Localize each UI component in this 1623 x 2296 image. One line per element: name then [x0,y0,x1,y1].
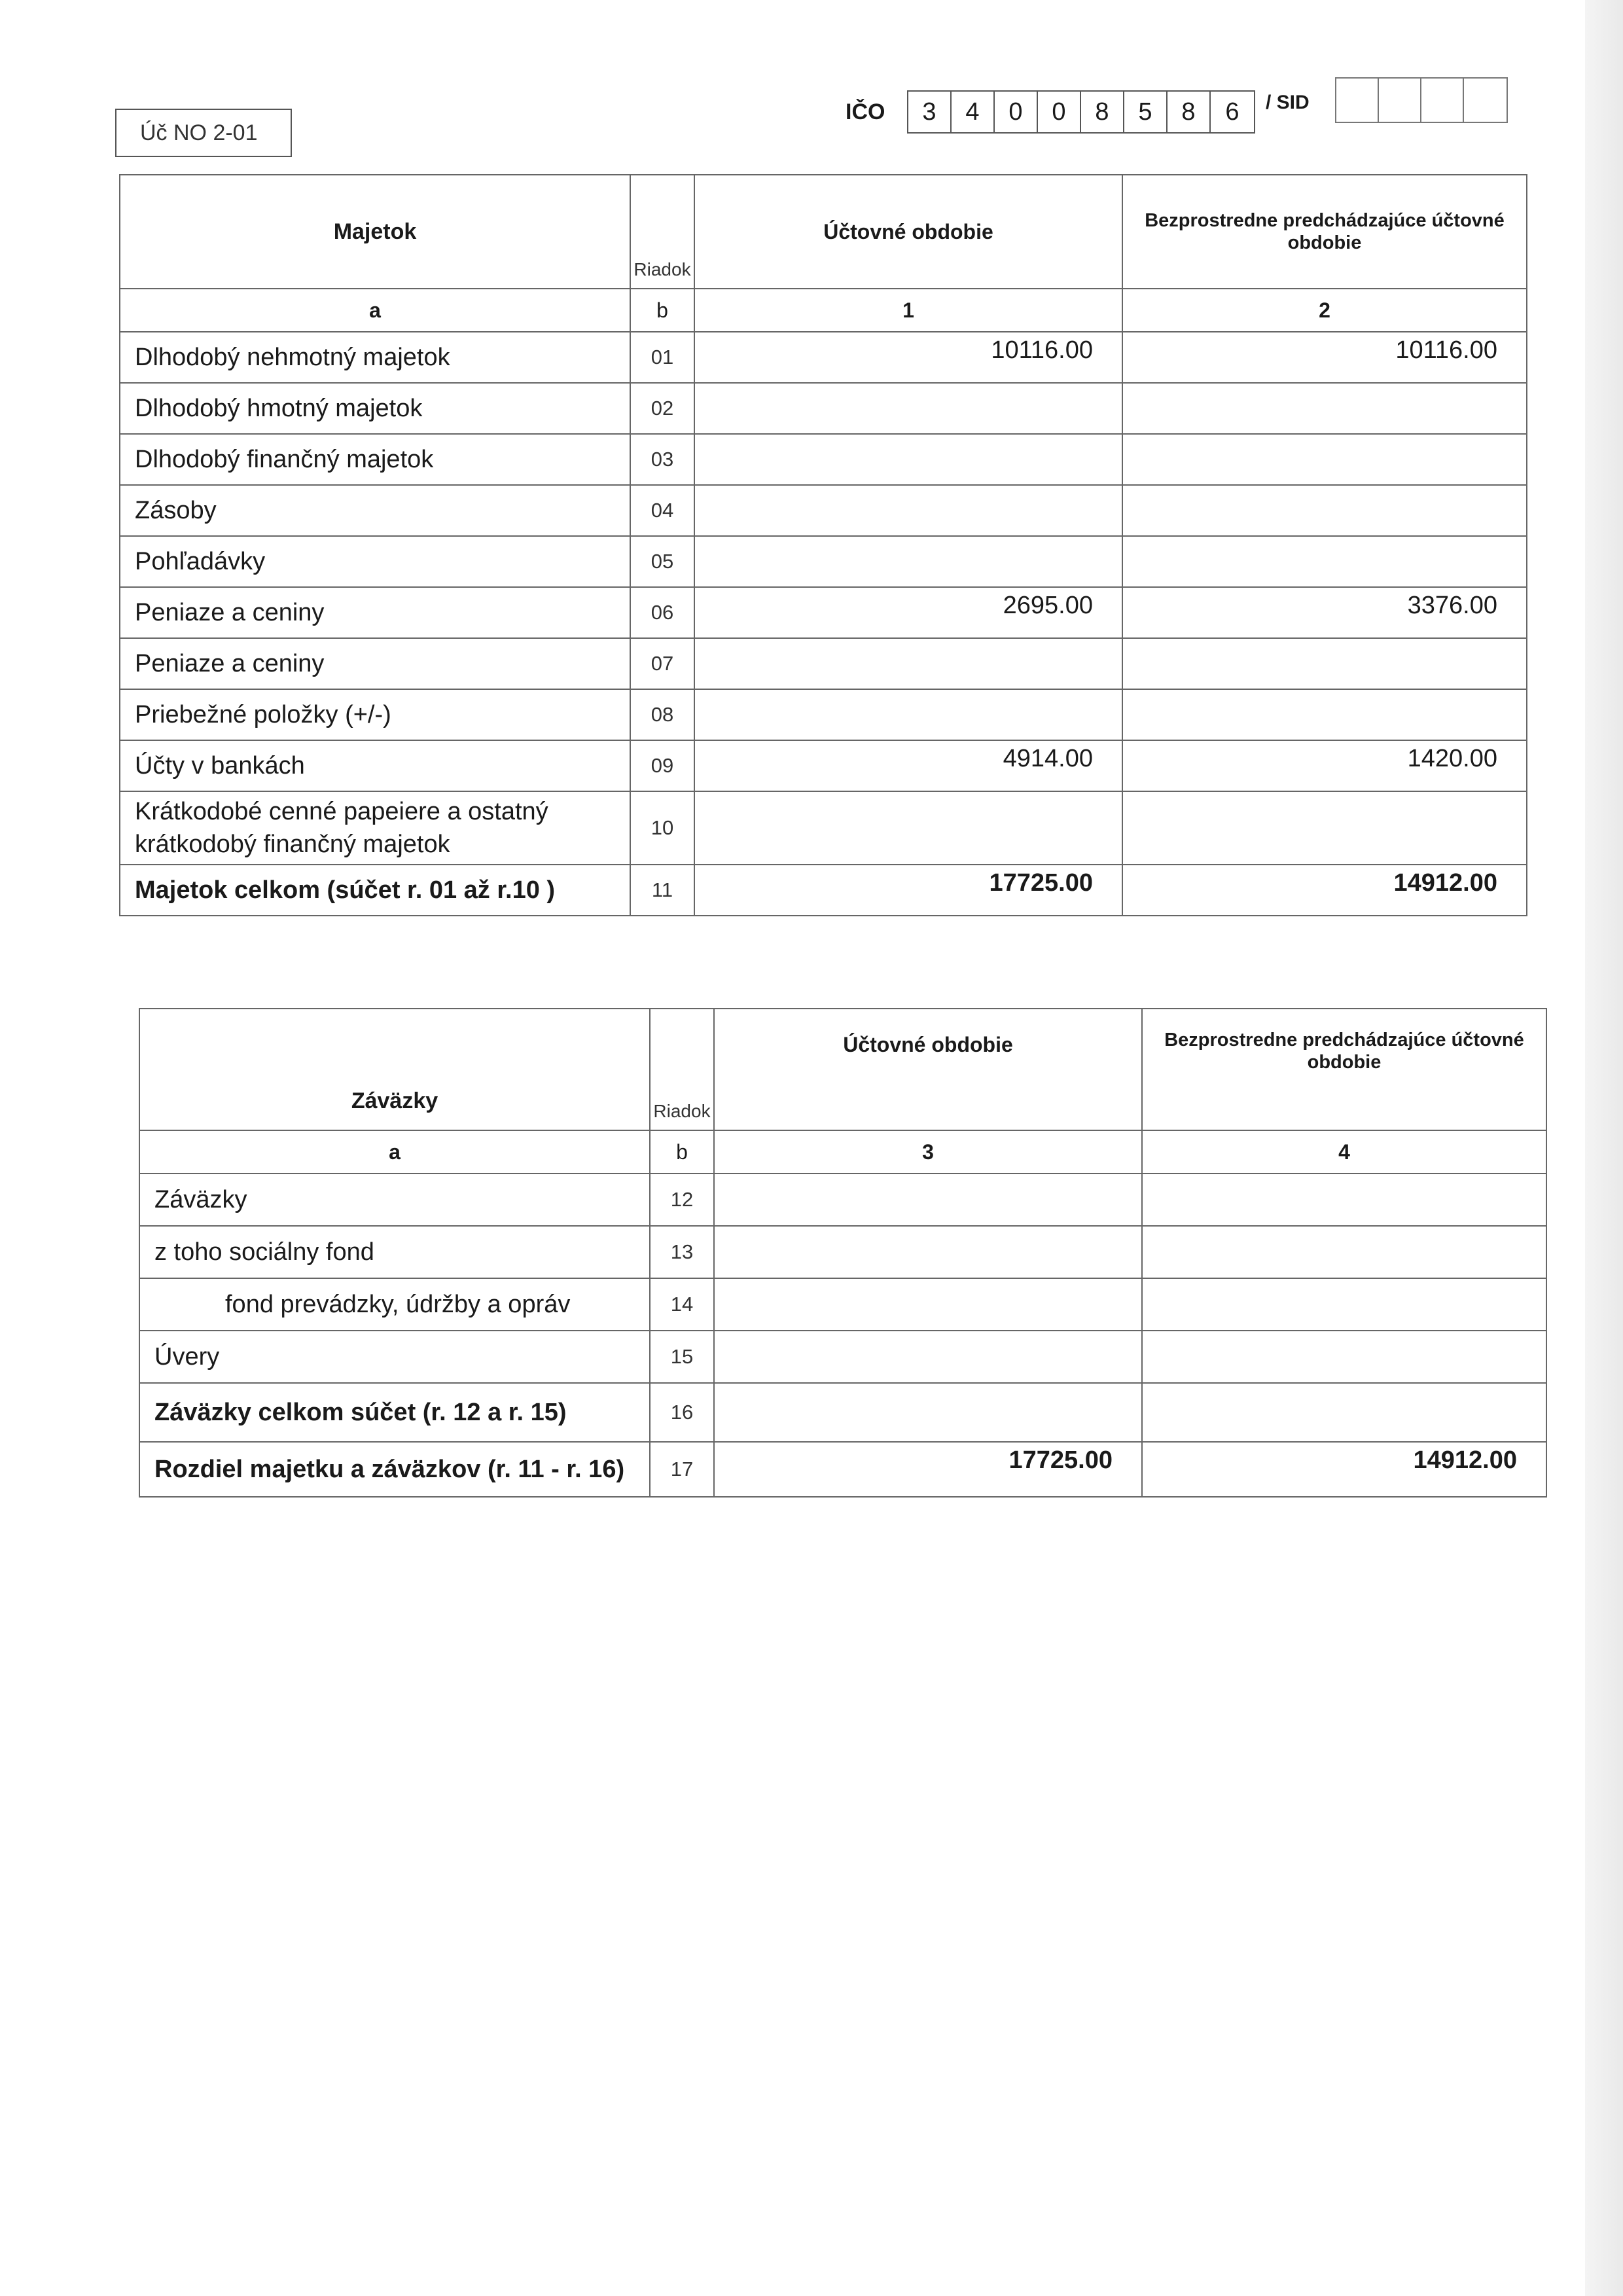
previous-value-cell[interactable] [1122,485,1527,536]
row-number: 12 [650,1174,714,1226]
table-row [139,1278,1546,1331]
row-number: 04 [630,485,694,536]
ico-digit[interactable]: 5 [1124,92,1168,132]
table-row [120,587,1527,638]
row-number: 09 [630,740,694,791]
row-number: 03 [630,434,694,485]
row-label: z toho sociálny fond [139,1226,650,1278]
row-number-header: Riadok [630,175,694,289]
total-row [139,1442,1546,1497]
current-value-cell[interactable] [714,1174,1142,1226]
row-number: 08 [630,689,694,740]
row-label: Priebežné položky (+/-) [120,689,630,740]
current-value-cell[interactable]: 4914.00 [694,740,1122,791]
column-number: 4 [1142,1130,1546,1174]
column-number: b [650,1130,714,1174]
current-value-cell[interactable] [694,536,1122,587]
current-value-cell[interactable]: 10116.00 [694,332,1122,383]
previous-value-cell[interactable]: 14912.00 [1122,865,1527,916]
column-number-row [139,1130,1546,1174]
previous-value-cell[interactable] [1122,383,1527,434]
row-label: Majetok celkom (súčet r. 01 až r.10 ) [120,865,630,916]
column-number-row [120,289,1527,332]
column-number: b [630,289,694,332]
current-value-cell[interactable] [714,1278,1142,1331]
table-row [120,434,1527,485]
ico-digit[interactable]: 8 [1081,92,1124,132]
row-label: Dlhodobý nehmotný majetok [120,332,630,383]
current-value-cell[interactable]: 17725.00 [714,1442,1142,1497]
liabilities-header-label: Záväzky [139,1009,650,1130]
row-number: 07 [630,638,694,689]
row-number: 16 [650,1383,714,1442]
current-value-cell[interactable] [714,1383,1142,1442]
row-label: Zásoby [120,485,630,536]
row-number: 02 [630,383,694,434]
row-label: Účty v bankách [120,740,630,791]
current-value-cell[interactable] [694,434,1122,485]
current-period-header: Účtovné obdobie [694,175,1122,289]
column-number: a [139,1130,650,1174]
row-label: Peniaze a ceniny [120,587,630,638]
row-label: Dlhodobý finančný majetok [120,434,630,485]
total-row [139,1383,1546,1442]
row-label: fond prevádzky, údržby a opráv [139,1278,650,1331]
row-label: Dlhodobý hmotný majetok [120,383,630,434]
current-value-cell[interactable]: 17725.00 [694,865,1122,916]
row-number: 15 [650,1331,714,1383]
current-value-cell[interactable]: 2695.00 [694,587,1122,638]
assets-table [119,174,1527,916]
previous-value-cell[interactable] [1142,1174,1546,1226]
previous-value-cell[interactable] [1142,1226,1546,1278]
table-row [139,1226,1546,1278]
ico-digit[interactable]: 8 [1168,92,1211,132]
sid-box[interactable] [1421,79,1464,122]
table-row [120,689,1527,740]
previous-value-cell[interactable]: 3376.00 [1122,587,1527,638]
row-label: Záväzky celkom súčet (r. 12 a r. 15) [139,1383,650,1442]
row-number: 06 [630,587,694,638]
sid-box[interactable] [1336,79,1379,122]
previous-value-cell[interactable] [1122,638,1527,689]
table-row [120,485,1527,536]
row-number: 01 [630,332,694,383]
current-value-cell[interactable] [714,1226,1142,1278]
previous-period-header: Bezprostredne predchádzajúce účtovné obdobie [1122,175,1527,289]
sid-box[interactable] [1464,79,1507,122]
row-label: Pohľadávky [120,536,630,587]
row-label: Záväzky [139,1174,650,1226]
current-value-cell[interactable] [694,383,1122,434]
table-row [139,1174,1546,1226]
row-label: Rozdiel majetku a záväzkov (r. 11 - r. 16) [139,1442,650,1497]
table-row [120,383,1527,434]
table-header-row [139,1009,1546,1130]
previous-value-cell[interactable] [1122,791,1527,865]
row-number: 14 [650,1278,714,1331]
current-period-header: Účtovné obdobie [714,1009,1142,1130]
row-number: 13 [650,1226,714,1278]
previous-value-cell[interactable] [1142,1383,1546,1442]
table-header-row [120,175,1527,289]
row-number-header: Riadok [650,1009,714,1130]
assets-header-label: Majetok [120,175,630,289]
ico-digit[interactable]: 6 [1225,98,1240,126]
total-row [120,865,1527,916]
ico-digit[interactable]: 4 [952,92,995,132]
current-value-cell[interactable] [694,638,1122,689]
ico-digit[interactable]: 3 [908,92,952,132]
previous-value-cell[interactable]: 14912.00 [1142,1442,1546,1497]
ico-label: IČO [846,99,885,124]
row-label: Peniaze a ceniny [120,638,630,689]
row-number: 05 [630,536,694,587]
row-number: 11 [630,865,694,916]
row-label: Krátkodobé cenné papeiere a ostatný krátkodobý finančný majetok [120,791,630,865]
ico-digit-boxes [907,90,1255,134]
column-number: 3 [714,1130,1142,1174]
sid-box[interactable] [1379,79,1421,122]
row-number: 10 [630,791,694,865]
table-row [120,536,1527,587]
previous-value-cell[interactable] [1122,689,1527,740]
table-row [120,638,1527,689]
current-value-cell[interactable] [714,1331,1142,1383]
liabilities-table [139,1008,1547,1498]
page-edge [1585,0,1623,2296]
column-number: a [120,289,630,332]
table-row [120,791,1527,865]
row-label: Úvery [139,1331,650,1383]
column-number: 1 [694,289,1122,332]
previous-value-cell[interactable]: 1420.00 [1122,740,1527,791]
column-number: 2 [1122,289,1527,332]
previous-value-cell[interactable]: 10116.00 [1122,332,1527,383]
ico-digit[interactable]: 0 [995,92,1038,132]
previous-value-cell[interactable] [1142,1278,1546,1331]
current-value-cell[interactable] [694,689,1122,740]
row-number: 17 [650,1442,714,1497]
table-row [120,332,1527,383]
sid-label: / SID [1266,92,1310,113]
sid-boxes [1335,77,1508,123]
ico-digit[interactable]: 0 [1038,92,1081,132]
form-code: Úč NO 2-01 [115,109,292,157]
table-row [139,1331,1546,1383]
previous-value-cell[interactable] [1122,536,1527,587]
previous-period-header: Bezprostredne predchádzajúce účtovné obdobie [1142,1009,1546,1130]
current-value-cell[interactable] [694,791,1122,865]
previous-value-cell[interactable] [1122,434,1527,485]
previous-value-cell[interactable] [1142,1331,1546,1383]
current-value-cell[interactable] [694,485,1122,536]
table-row [120,740,1527,791]
